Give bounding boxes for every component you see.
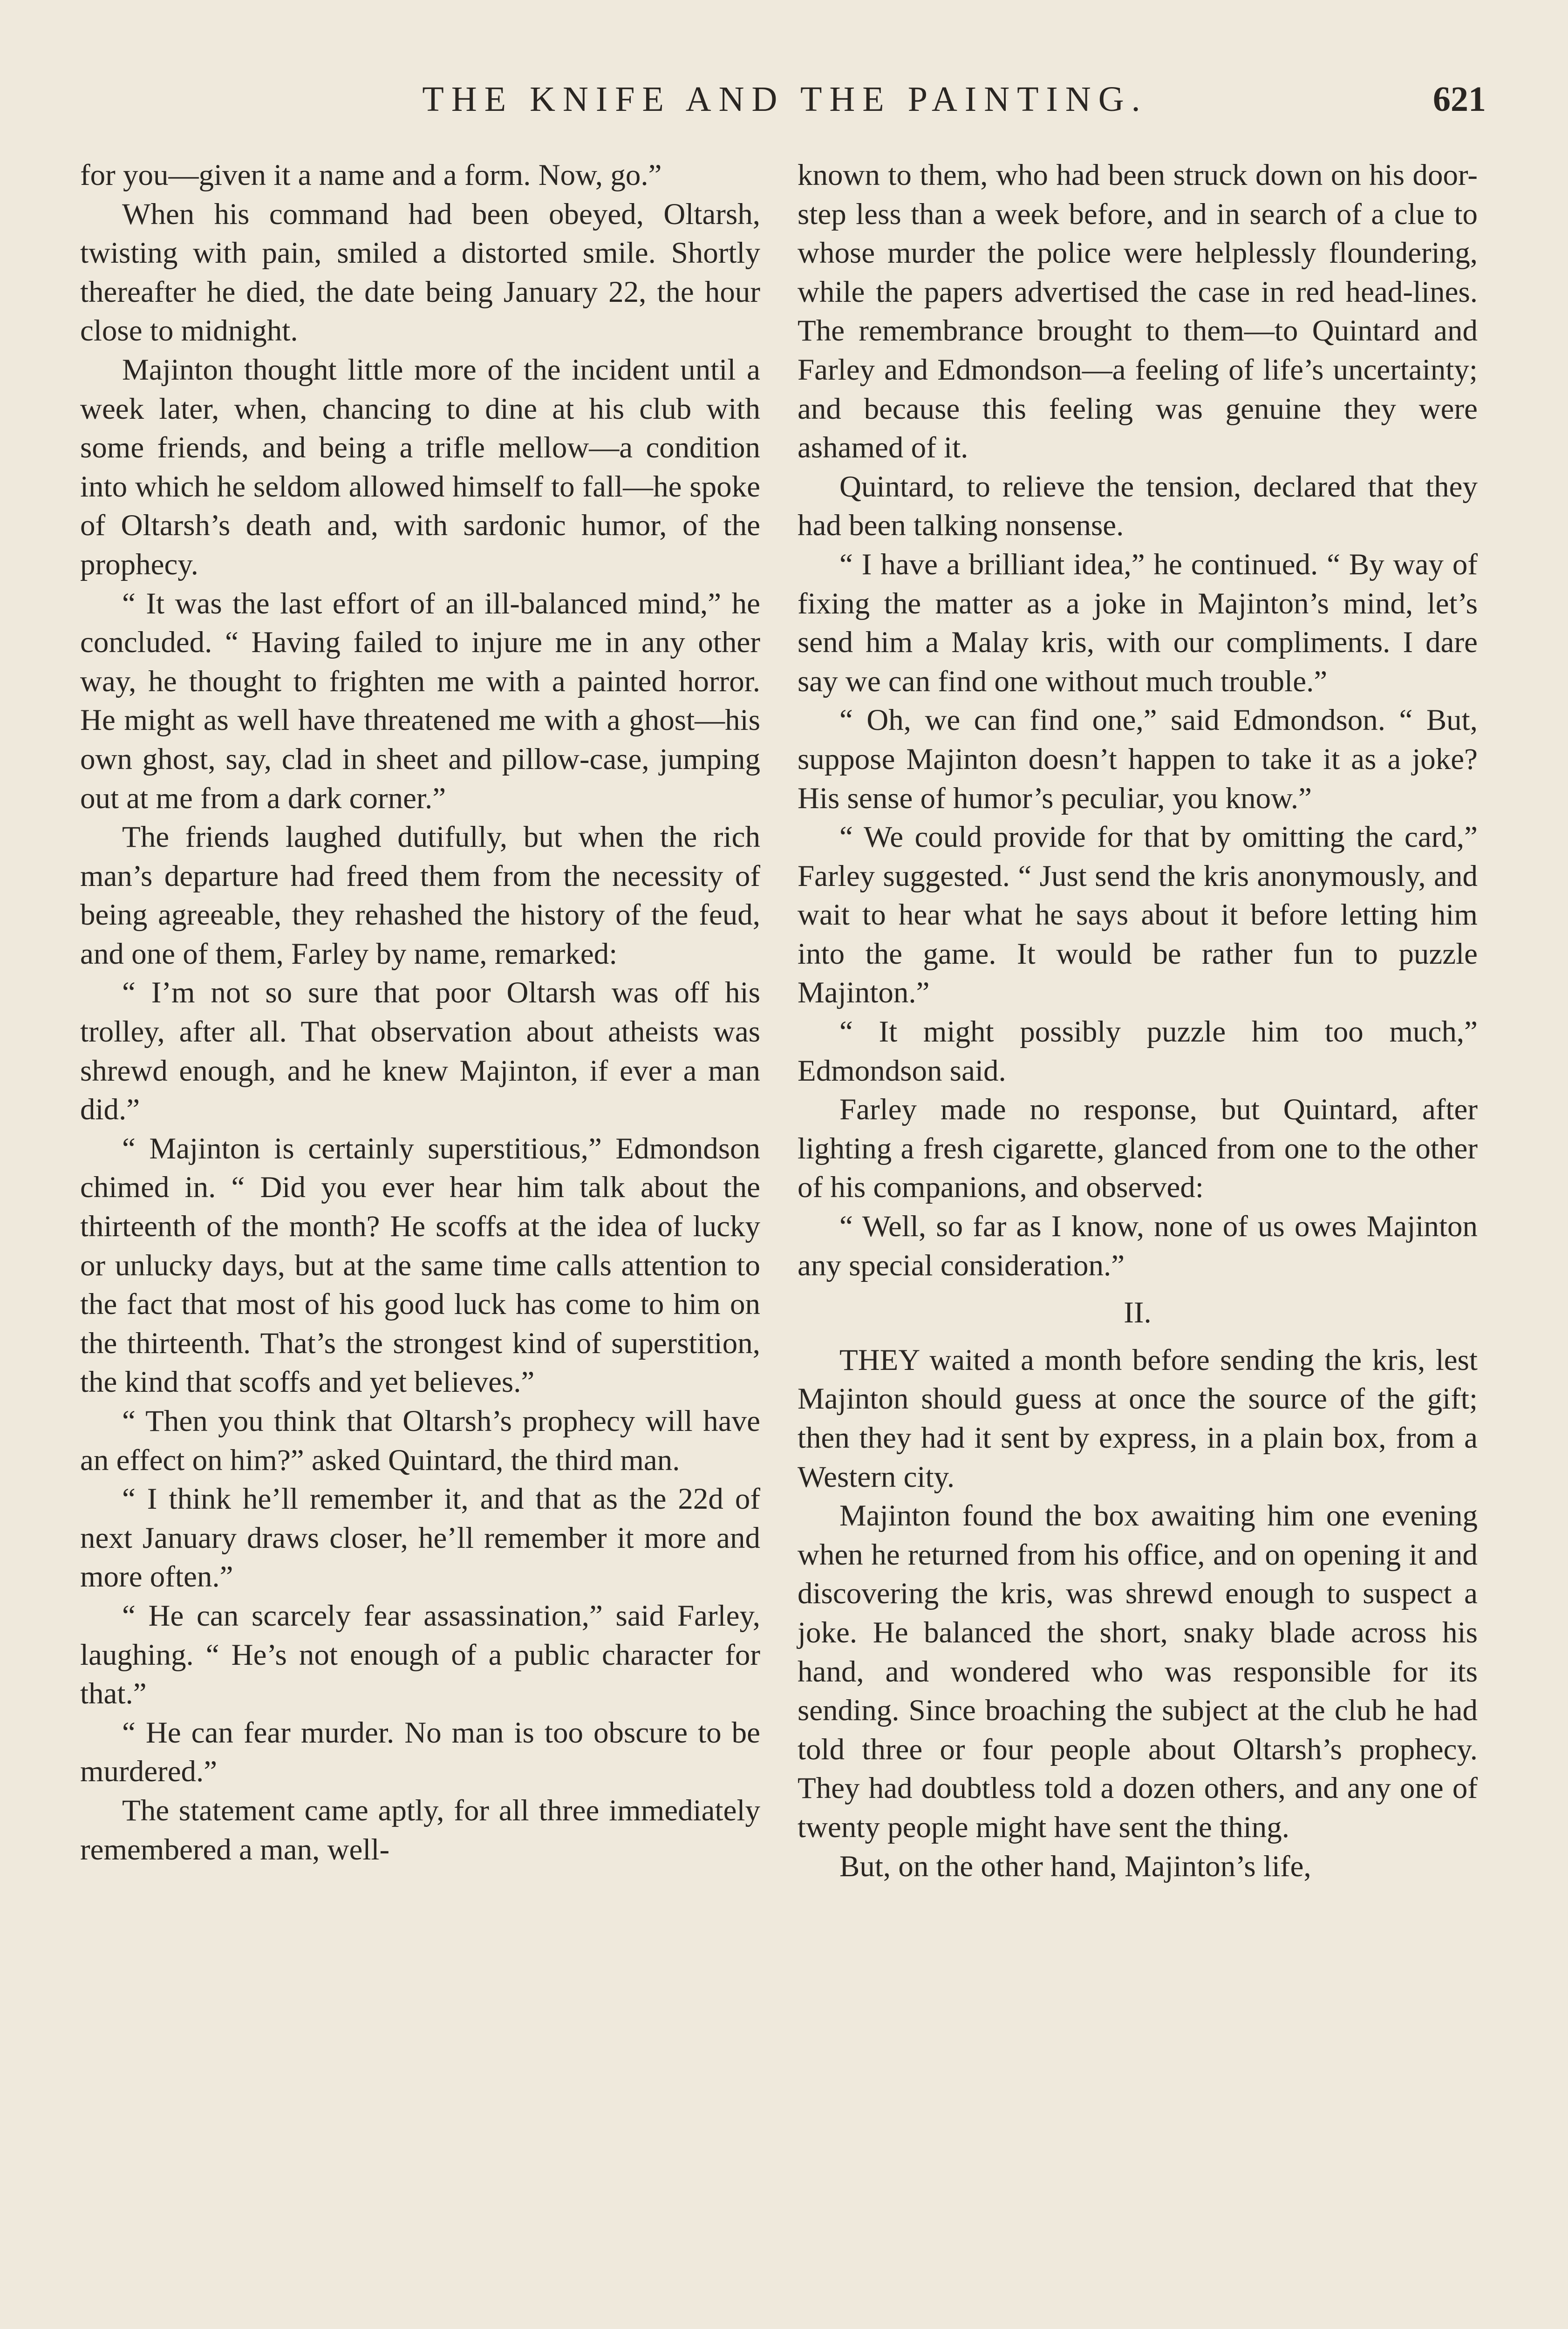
paragraph: The statement came aptly, for all three immediately remembered a man, well- <box>80 1793 760 1866</box>
paragraph: for you—given it a name and a form. Now, go.” <box>80 158 662 192</box>
paragraph: “ Oh, we can find one,” said Edmondson. “ But, suppose Majinton doesn’t happen to take it as a joke? His sense of humor’s peculiar, you know.” <box>798 703 1478 815</box>
paragraph: THEY waited a month before sending the kris, lest Majinton should guess at once the source of the gift; then they had it sent by express, in a plain box, from a Western city. <box>798 1343 1478 1494</box>
paragraph: “ He can fear murder. No man is too obscure to be murdered.” <box>80 1716 760 1789</box>
running-head <box>84 79 1486 130</box>
paragraph: Quintard, to relieve the tension, declared that they had been talking nonsense. <box>798 470 1478 543</box>
paragraph: “ Well, so far as I know, none of us owes Majinton any special consideration.” <box>798 1210 1478 1282</box>
page-number: 621 <box>1433 80 1486 119</box>
paragraph: The friends laughed dutifully, but when the rich man’s departure had freed them from the necessity of being agreeable, they rehashed the history of the feud, and one of them, Farley by name, remarked: <box>80 820 760 971</box>
paragraph: known to them, who had been struck down on his door-step less than a week before, and in search of a clue to whose murder the police were helplessly floundering, while the papers advertised the case in red head-lines. The remembrance brought to them—to Quintard and Farley and Edmondson—a feeling of life’s uncertainty; and because this feeling was genuine they were ashamed of it. <box>798 158 1478 465</box>
right-text-column <box>798 156 1478 1886</box>
paragraph: “ I’m not so sure that poor Oltarsh was off his trolley, after all. That observation about atheists was shrewd enough, and he knew Majinton, if ever a man did.” <box>80 976 760 1127</box>
paragraph: When his command had been obeyed, Oltarsh, twisting with pain, smiled a distorted smile. Shortly thereafter he died, the date being January 22, the hour close to midnight. <box>80 197 760 348</box>
paragraph: “ Majinton is certainly superstitious,” Edmondson chimed in. “ Did you ever hear him talk about the thirteenth of the month? He scoffs at the idea of lucky or unlucky days, but at the same time calls attention to the fact that most of his good luck has come to him on the thirteenth. That’s the strongest kind of superstition, the kind that scoffs and yet believes.” <box>80 1131 760 1399</box>
paragraph: “ I think he’ll remember it, and that as the 22d of next January draws closer, he’ll remember it more and more often.” <box>80 1482 760 1594</box>
paragraph: “ He can scarcely fear assassination,” said Farley, laughing. “ He’s not enough of a public character for that.” <box>80 1599 760 1711</box>
paragraph: Farley made no response, but Quintard, after lighting a fresh cigarette, glanced from one to the other of his companions, and observed: <box>798 1093 1478 1205</box>
paragraph: “ It might possibly puzzle him too much,” Edmondson said. <box>798 1015 1478 1088</box>
paragraph: “ I have a brilliant idea,” he continued. “ By way of fixing the matter as a joke in Majinton’s mind, let’s send him a Malay kris, with our compliments. I dare say we can find one without much trouble.” <box>798 547 1478 698</box>
running-title: THE KNIFE AND THE PAINTING. <box>422 80 1148 119</box>
paragraph: “ It was the last effort of an ill-balanced mind,” he concluded. “ Having failed to injure me in any other way, he thought to frighten me with a painted horror. He might as well have threatened me with a ghost—his own ghost, say, clad in sheet and pillow-case, jumping out at me from a dark corner.” <box>80 586 760 815</box>
section-number: II. <box>1124 1296 1152 1330</box>
paragraph: “ Then you think that Oltarsh’s prophecy will have an effect on him?” asked Quintard, the third man. <box>80 1404 760 1477</box>
paragraph: But, on the other hand, Majinton’s life, <box>839 1849 1311 1883</box>
left-text-column <box>80 156 760 1869</box>
paragraph: Majinton thought little more of the incident until a week later, when, chancing to dine at his club with some friends, and being a trifle mellow—a condition into which he seldom allowed himself to fall—he spoke of Oltarsh’s death and, with sardonic humor, of the prophecy. <box>80 353 760 581</box>
paragraph: “ We could provide for that by omitting the card,” Farley suggested. “ Just send the kris anonymously, and wait to hear what he says about it before letting him into the game. It would be rather fun to puzzle Majinton.” <box>798 820 1478 1010</box>
paragraph: Majinton found the box awaiting him one evening when he returned from his office, and on opening it and discovering the kris, was shrewd enough to suspect a joke. He balanced the short, snaky blade across his hand, and wondered who was responsible for its sending. Since broaching the subject at the club he had told three or four people about Oltarsh’s prophecy. They had doubtless told a dozen others, and any one of twenty people might have sent the thing. <box>798 1499 1478 1844</box>
